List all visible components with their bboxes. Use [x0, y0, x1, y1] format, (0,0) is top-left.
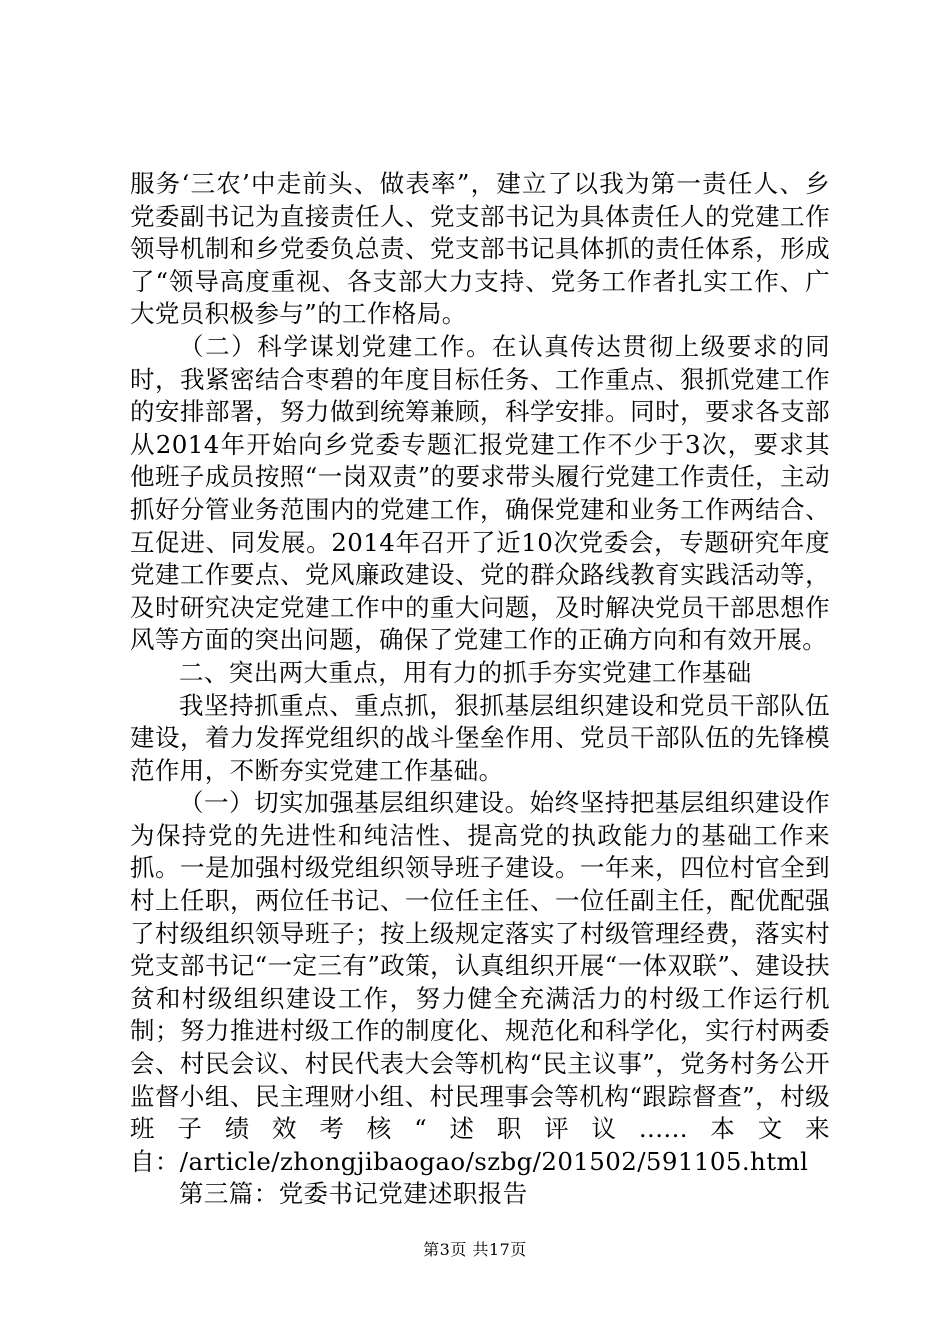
document-body: [130, 168, 830, 1211]
chapter-heading-three: 第三篇：党委书记党建述职报告: [179, 1179, 528, 1209]
page-footer: [0, 1240, 950, 1260]
paragraph-intro: 我坚持抓重点、重点抓，狠抓基层组织建设和党员干部队伍建设，着力发挥党组织的战斗堡垒作用、党员干部队伍的先锋模范作用，不断夯实党建工作基础。: [130, 690, 830, 785]
paragraph-section-2: （二）科学谋划党建工作。在认真传达贯彻上级要求的同时，我紧密结合枣碧的年度目标任务、工作重点、狠抓党建工作的安排部署，努力做到统筹兼顾，科学安排。同时，要求各支部从2014年开始向乡党委专题汇报党建工作不少于3次，要求其他班子成员按照“一岗双责”的要求带头履行党建工作责任，主动抓好分管业务范围内的党建工作，确保党建和业务工作两结合、互促进、同发展。2014年召开了近10次党委会，专题研究年度党建工作要点、党风廉政建设、党的群众路线教育实践活动等，及时研究决定党建工作中的重大问题，及时解决党员干部思想作风等方面的突出问题，确保了党建工作的正确方向和有效开展。: [130, 331, 830, 655]
page-number: 第3页 共17页: [423, 1240, 527, 1259]
paragraph-continuation: 服务‘三农’中走前头、做表率”，建立了以我为第一责任人、乡党委副书记为直接责任人、党支部书记为具体责任人的党建工作领导机制和乡党委负总责、党支部书记具体抓的责任体系，形成了“领导高度重视、各支部大力支持、党务工作者扎实工作、广大党员积极参与”的工作格局。: [130, 169, 830, 329]
paragraph-section-1: （一）切实加强基层组织建设。始终坚持把基层组织建设作为保持党的先进性和纯洁性、提高党的执政能力的基础工作来抓。一是加强村级党组织领导班子建设。一年来，四位村官全到村上任职，两位任书记、一位任主任、一位任副主任，配优配强了村级组织领导班子；按上级规定落实了村级管理经费，落实村党支部书记“一定三有”政策，认真组织开展“一体双联”、建设扶贫和村级组织建设工作，努力健全充满活力的村级工作运行机制；努力推进村级工作的制度化、规范化和科学化，实行村两委会、村民会议、村民代表大会等机构“民主议事”，党务村务公开监督小组、民主理财小组、村民理事会等机构“跟踪督查”，村级班子绩效考核“述职评议......本文来自：/article/zhongjibaogao/szbg/201502/591105.html: [130, 788, 830, 1176]
section-heading-two: 二、突出两大重点，用有力的抓手夯实党建工作基础: [179, 657, 752, 687]
